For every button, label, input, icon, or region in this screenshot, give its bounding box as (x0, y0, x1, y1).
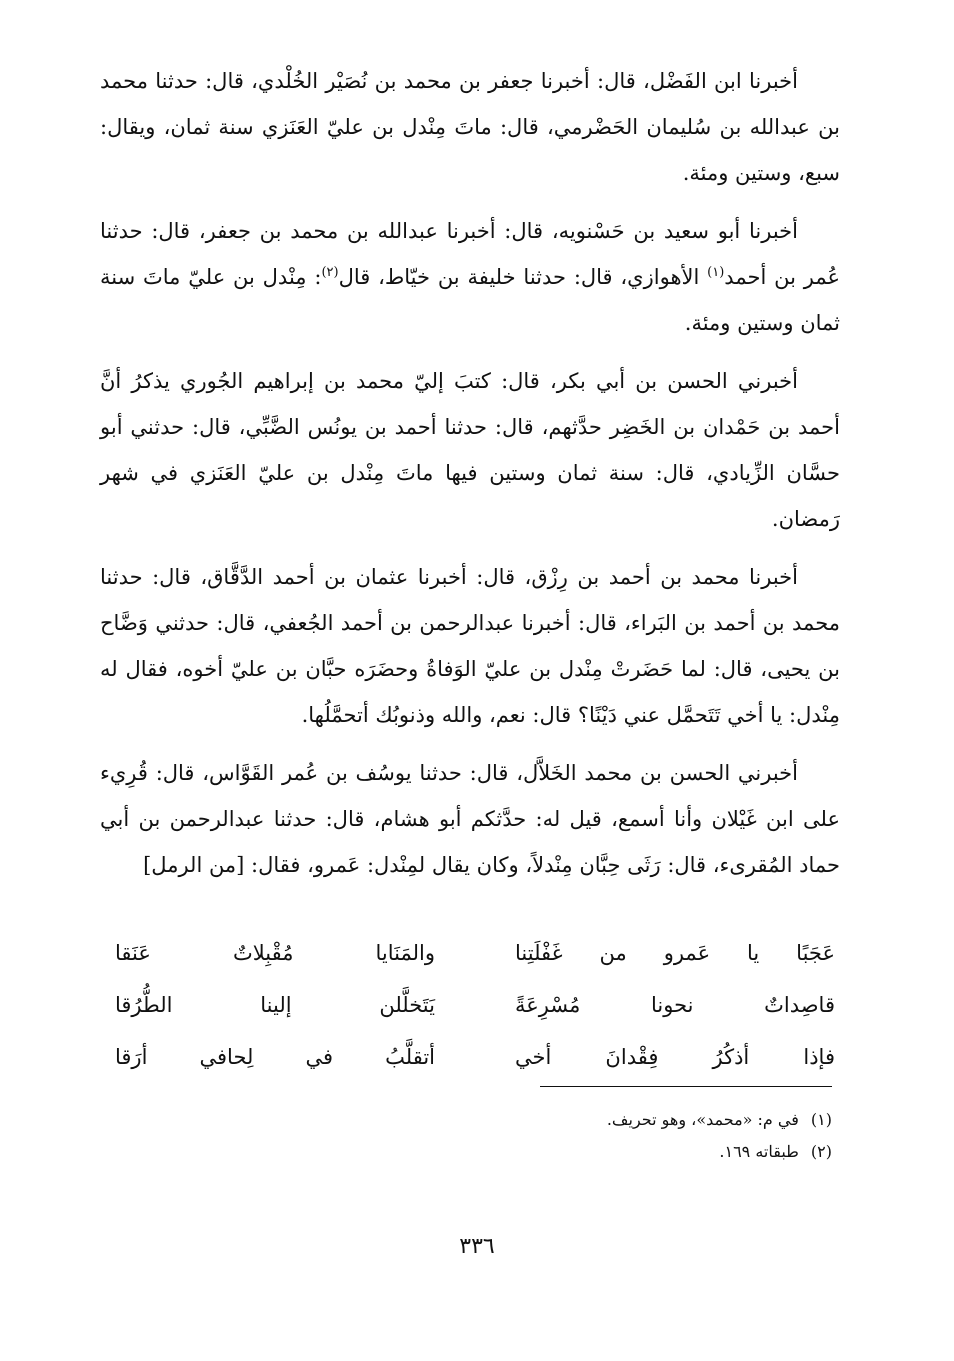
verse-second-hemistich: يَتَخلَّلن إلينا الطُّرُقا (115, 993, 435, 1017)
paragraph-3: أخبرني الحسن بن أبي بكر، قال: كتبَ إليّ محمد بن إبراهيم الجُوري يذكرُ أنَّ أحمد بن حَمْدان بن الخَضِر حدَّثهم، قال: حدثنا أحمد بن يونُس الضَّبِّي، قال: حدثني أبو حسَّان الزِّيادي، قال: سنة ثمان وستين فيها ماتَ مِنْدل بن عليّ العَنَزي في شهر رَمضان. (100, 369, 840, 531)
paragraph-2-part-1: أخبرنا أبو سعيد بن حَسْنويه، قال: أخبرنا عبدالله بن محمد بن جعفر، قال: حدثنا عُمر بن أحمد (100, 219, 840, 289)
footnote-number: (١) (810, 1110, 832, 1129)
footnote-ref-2[interactable]: (٢) (321, 265, 339, 280)
verse-line (115, 927, 835, 979)
verse-second-hemistich: والمَنَايا مُقْبِلاتٌ عَنَقا (115, 941, 435, 965)
paragraph-4: أخبرنا محمد بن أحمد بن رِزْق، قال: أخبرنا عثمان بن أحمد الدَّقَّاق، قال: حدثنا محمد بن أحمد بن البَراء، قال: أخبرنا عبدالرحمن بن أحمد الجُعفي، قال: حدثني وَضَّاح بن يحيى، قال: لما حَضَرتْ مِنْدل بن عليّ الوَفاةُ وحضَرَه حبَّان بن عليّ أخوه، فقال له مِنْدل: يا أخي تَتَحمَّل عني دَيْنًا؟ قال: نعم، والله وذنوبُك أتحمَّلُها. (100, 565, 840, 727)
footnote-divider (540, 1086, 832, 1087)
footnote-text: طبقاته ١٦٩. (719, 1142, 799, 1161)
page-number: ٣٣٦ (459, 1234, 495, 1259)
footnote-ref-1[interactable]: (١) (707, 265, 725, 280)
verse-first-hemistich: قاصِداتٌ نحونا مُسْرِعَةً (515, 993, 835, 1017)
footnote-text: في م: «محمد»، وهو تحريف. (606, 1110, 799, 1129)
paragraph-2 (100, 208, 840, 346)
verse-second-hemistich: أتقلَّبُ في لِحافي أرَقا (115, 1045, 435, 1069)
poem (115, 927, 835, 1083)
footnote-number: (٢) (810, 1142, 832, 1161)
verse-line (115, 1031, 835, 1083)
footnotes (440, 1104, 832, 1168)
footnote-1 (440, 1104, 832, 1136)
paragraph-2-part-3: : مِنْدل بن عليّ ماتَ سنة ثمان وستين ومئة. (100, 265, 840, 335)
verse-first-hemistich: عَجَبًا يا عَمرو من غَفْلَتِنا (515, 941, 835, 965)
verse-first-hemistich: فإذا أذكُرُ فِقْدانَ أخي (515, 1045, 835, 1069)
footnote-2 (440, 1136, 832, 1168)
paragraph-5: أخبرني الحسن بن محمد الخَلاَّل، قال: حدثنا يوسُف بن عُمر القَوَّاس، قال: قُرِيء على ابن غَيْلان وأنا أسمع، قيل له: حدَّثكم أبو هشام، قال: حدثنا عبدالرحمن بن أبي حماد المُقرىء، قال: رَثَى حِبَّان مِنْدلاً، وكان يقال لمِنْدل: عَمرو، فقال: [من الرمل] (100, 761, 840, 877)
paragraph-2-part-2: الأهوازي، قال: حدثنا خليفة بن خيّاط، قال (338, 265, 708, 289)
verse-line (115, 979, 835, 1031)
paragraph-1: أخبرنا ابن الفَضْل، قال: أخبرنا جعفر بن محمد بن نُصَيْر الخُلْدي، قال: حدثنا محمد بن عبدالله بن سُليمان الحَضْرمي، قال: ماتَ مِنْدل بن عليّ العَنَزي سنة ثمان، ويقال: سبع، وستين ومئة. (100, 69, 840, 185)
main-text (100, 58, 840, 900)
